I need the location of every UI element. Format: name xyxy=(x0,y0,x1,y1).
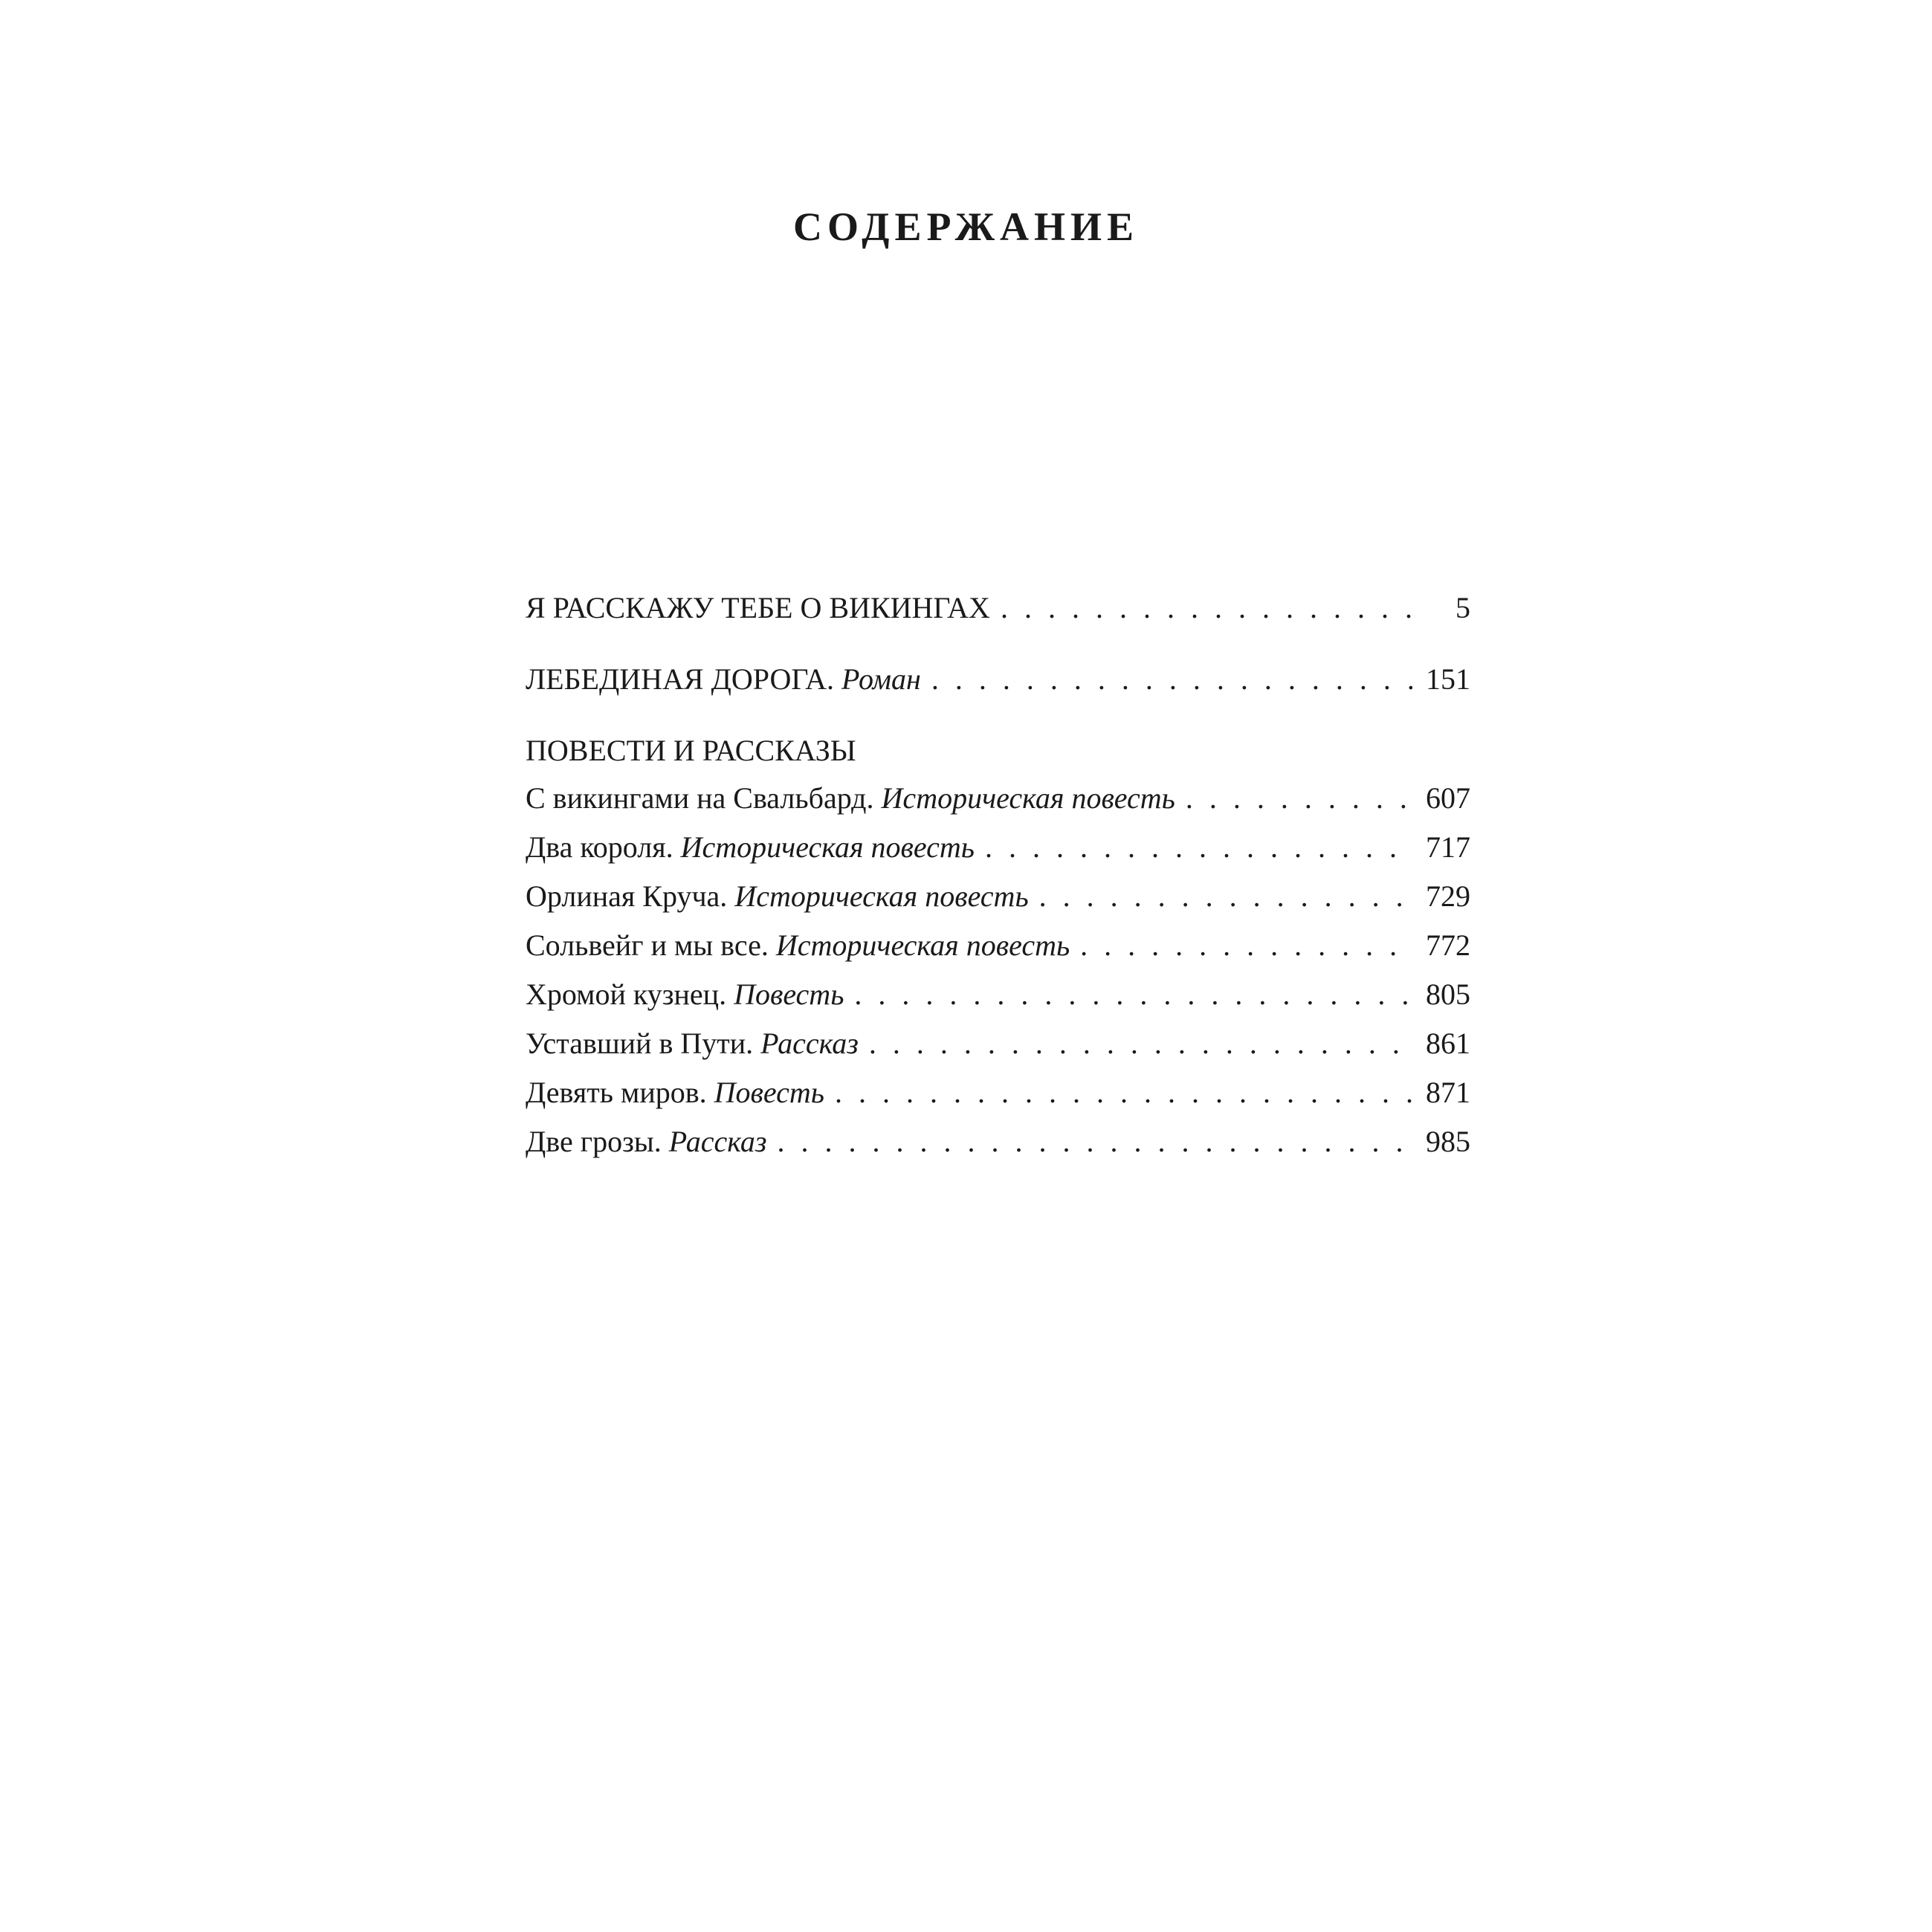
page-number: 607 xyxy=(1426,781,1470,815)
entry-genre: Повесть xyxy=(714,1076,824,1109)
section-heading: ПОВЕСТИ И РАССКАЗЫ xyxy=(526,734,856,767)
dot-leader xyxy=(854,974,1412,1015)
page-number: 805 xyxy=(1426,978,1470,1011)
page-number: 5 xyxy=(1456,591,1470,624)
dot-leader xyxy=(985,827,1412,868)
entry-title: Девять миров. Повесть xyxy=(526,1076,824,1109)
toc-entry[interactable] xyxy=(526,1121,1470,1163)
toc-entry[interactable] xyxy=(526,827,1470,868)
toc-entry[interactable] xyxy=(526,1023,1470,1064)
entry-title: Уставший в Пути. Рассказ xyxy=(526,1027,859,1060)
entry-title: Сольвейг и мы все. Историческая повесть xyxy=(526,928,1070,962)
dot-leader xyxy=(1001,587,1412,629)
entry-title: С викингами на Свальбард. Историческая повесть xyxy=(526,781,1175,815)
toc-entry[interactable] xyxy=(526,778,1470,819)
entry-genre: Историческая повесть xyxy=(775,928,1070,962)
entry-title: Орлиная Круча. Историческая повесть xyxy=(526,879,1029,913)
entry-title: Хромой кузнец. Повесть xyxy=(526,978,844,1011)
entry-genre: Историческая повесть xyxy=(881,781,1175,815)
dot-leader xyxy=(869,1023,1412,1064)
page-number: 871 xyxy=(1426,1076,1470,1109)
entry-title: Два короля. Историческая повесть xyxy=(526,830,975,864)
dot-leader xyxy=(778,1121,1412,1163)
page-number: 861 xyxy=(1426,1027,1470,1060)
page-number: 729 xyxy=(1426,879,1470,913)
toc-entry[interactable] xyxy=(526,925,1470,966)
dot-leader xyxy=(1039,876,1412,917)
toc-entry[interactable] xyxy=(526,1072,1470,1114)
dot-leader xyxy=(1186,778,1412,819)
entry-title: ЛЕБЕДИНАЯ ДОРОГА. Роман xyxy=(526,662,921,696)
toc-entry[interactable] xyxy=(526,876,1470,917)
entry-title: Я РАССКАЖУ ТЕБЕ О ВИКИНГАХ xyxy=(526,591,990,624)
page-number: 717 xyxy=(1426,830,1470,864)
toc-entry[interactable] xyxy=(526,659,1470,700)
page-number: 772 xyxy=(1426,928,1470,962)
entry-title: Две грозы. Рассказ xyxy=(526,1125,767,1158)
dot-leader xyxy=(835,1072,1412,1114)
entry-genre: Историческая повесть xyxy=(734,879,1029,913)
entry-genre: Историческая повесть xyxy=(680,830,975,864)
dot-leader xyxy=(1080,925,1412,966)
page-number: 151 xyxy=(1426,662,1470,696)
toc-entry[interactable] xyxy=(526,974,1470,1015)
toc-entry[interactable] xyxy=(526,587,1470,629)
entry-genre: Роман xyxy=(841,662,921,696)
entry-genre: Рассказ xyxy=(760,1027,859,1060)
page-title: СОДЕРЖАНИЕ xyxy=(793,204,1139,249)
entry-genre: Повесть xyxy=(734,978,844,1011)
page-number: 985 xyxy=(1426,1125,1470,1158)
entry-genre: Рассказ xyxy=(668,1125,767,1158)
dot-leader xyxy=(931,659,1412,700)
